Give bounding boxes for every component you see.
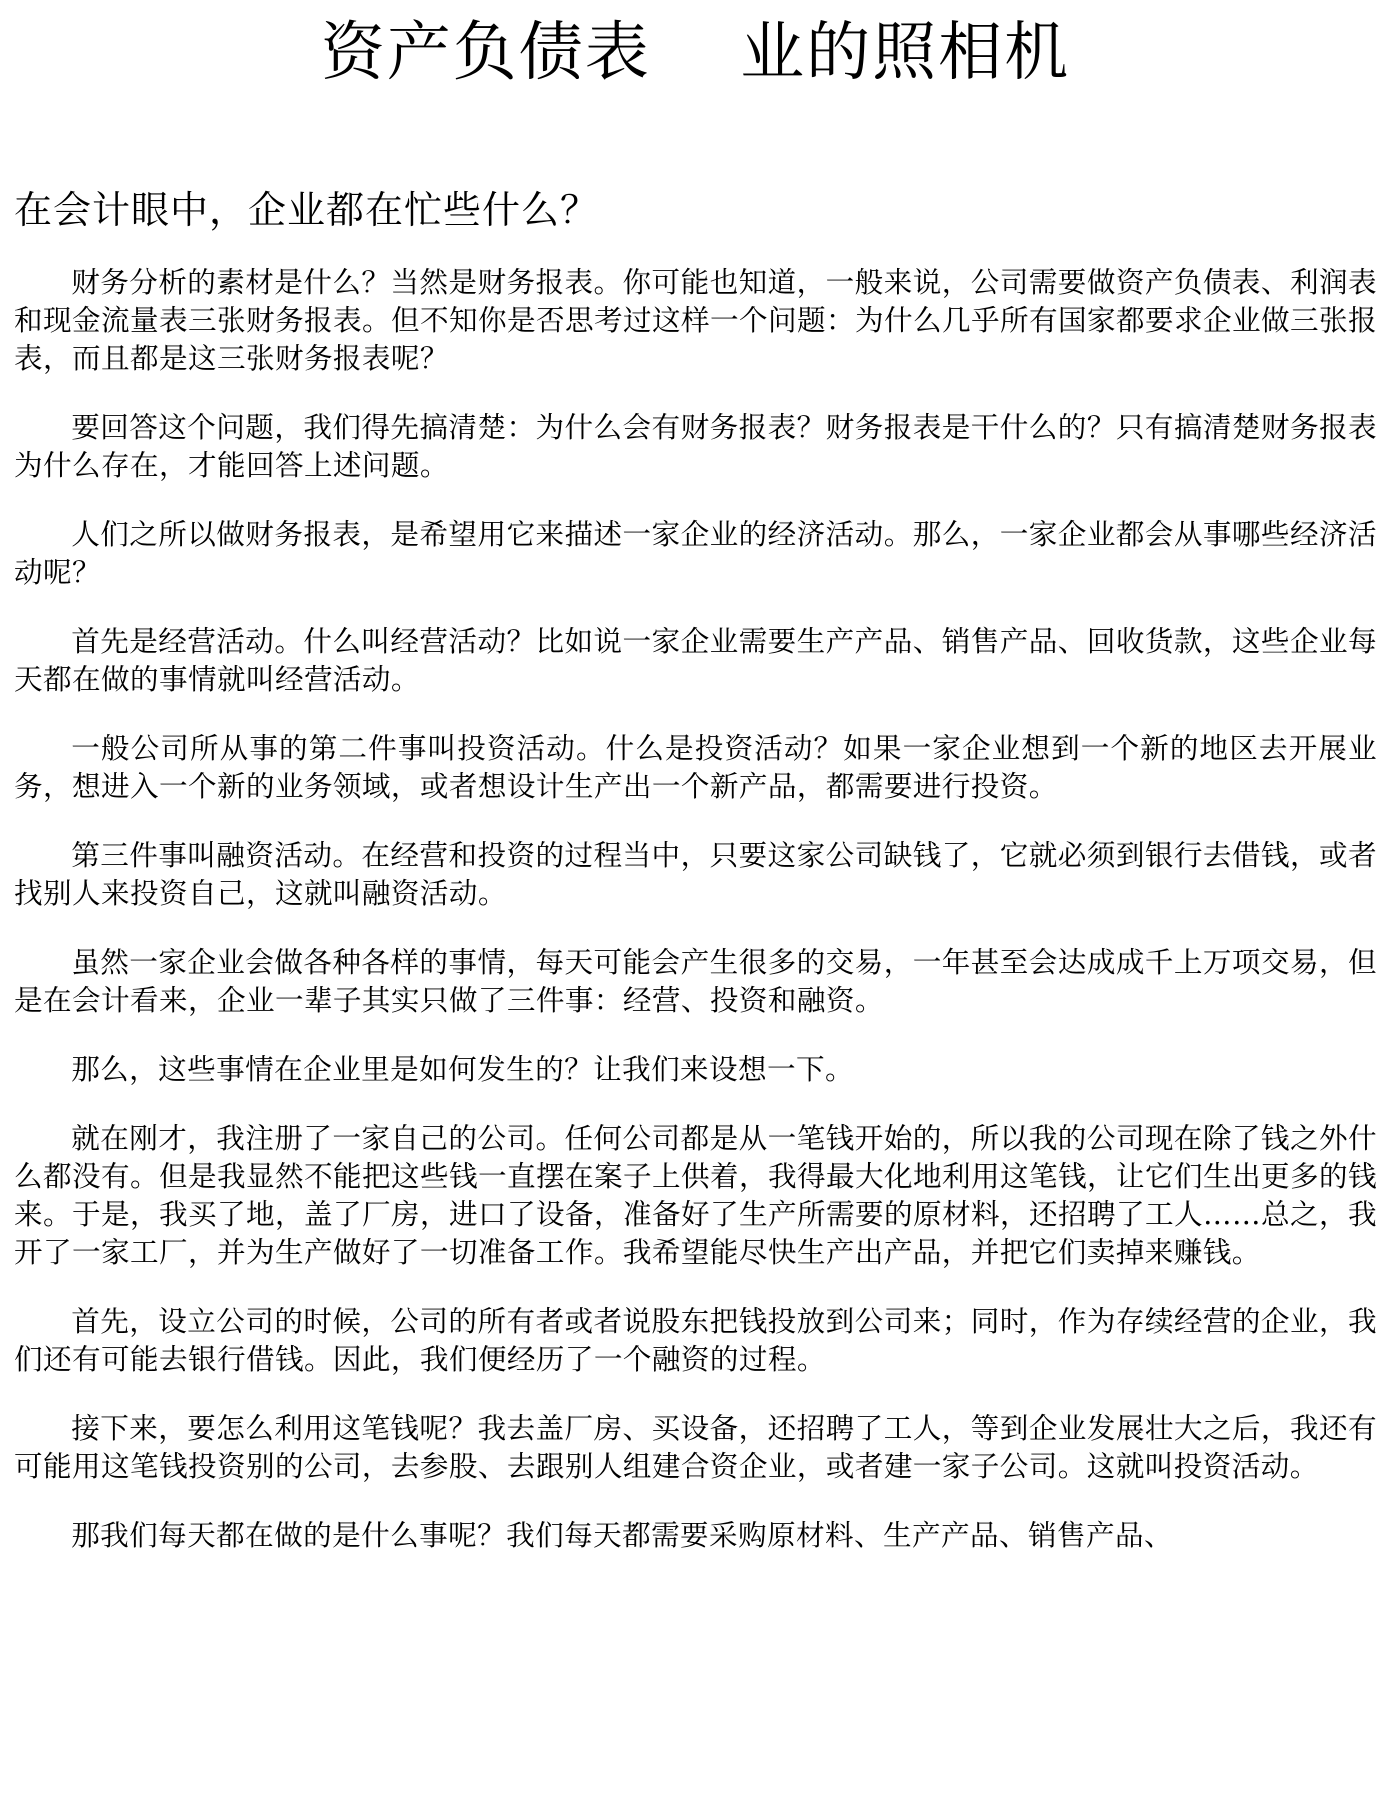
paragraph-6: 第三件事叫融资活动。在经营和投资的过程当中，只要这家公司缺钱了，它就必须到银行去借钱，或者找别人来投资自己，这就叫融资活动。 [14,838,1377,910]
paragraph-1: 财务分析的素材是什么？当然是财务报表。你可能也知道，一般来说，公司需要做资产负债表、利润表和现金流量表三张财务报表。但不知你是否思考过这样一个问题：为什么几乎所有国家都要求企业做三张报表，而且都是这三张财务报表呢？ [14,265,1377,375]
paragraph-9: 就在刚才，我注册了一家自己的公司。任何公司都是从一笔钱开始的，所以我的公司现在除了钱之外什么都没有。但是我显然不能把这些钱一直摆在案子上供着，我得最大化地利用这笔钱，让它们生出更多的钱来。于是，我买了地，盖了厂房，进口了设备，准备好了生产所需要的原材料，还招聘了工人……总之，我开了一家工厂，并为生产做好了一切准备工作。我希望能尽快生产出产品，并把它们卖掉来赚钱。 [14,1121,1377,1269]
paragraph-8: 那么，这些事情在企业里是如何发生的？让我们来设想一下。 [71,1052,855,1086]
section-heading: 在会计眼中，企业都在忙些什么？ [14,188,600,232]
paragraph-2: 要回答这个问题，我们得先搞清楚：为什么会有财务报表？财务报表是干什么的？只有搞清楚财务报表为什么存在，才能回答上述问题。 [14,410,1377,482]
paragraph-11: 接下来，要怎么利用这笔钱呢？我去盖厂房、买设备，还招聘了工人，等到企业发展壮大之后，我还有可能用这笔钱投资别的公司，去参股、去跟别人组建合资企业，或者建一家子公司。这就叫投资活动。 [14,1411,1377,1483]
paragraph-12: 那我们每天都在做的是什么事呢？我们每天都需要采购原材料、生产产品、销售产品、 [71,1518,1173,1552]
paragraph-10: 首先，设立公司的时候，公司的所有者或者说股东把钱投放到公司来；同时，作为存续经营的企业，我们还有可能去银行借钱。因此，我们便经历了一个融资的过程。 [14,1304,1377,1376]
body-text [14,263,1377,1554]
paragraph-3: 人们之所以做财务报表，是希望用它来描述一家企业的经济活动。那么，一家企业都会从事哪些经济活动呢？ [14,517,1377,589]
paragraph-7: 虽然一家企业会做各种各样的事情，每天可能会产生很多的交易，一年甚至会达成成千上万项交易，但是在会计看来，企业一辈子其实只做了三件事：经营、投资和融资。 [14,945,1377,1017]
paragraph-5: 一般公司所从事的第二件事叫投资活动。什么是投资活动？如果一家企业想到一个新的地区去开展业务，想进入一个新的业务领域，或者想设计生产出一个新产品，都需要进行投资。 [14,731,1377,803]
paragraph-4: 首先是经营活动。什么叫经营活动？比如说一家企业需要生产产品、销售产品、回收货款，这些企业每天都在做的事情就叫经营活动。 [14,624,1377,696]
page-title: 资产负债表 业的照相机 [320,16,1071,90]
